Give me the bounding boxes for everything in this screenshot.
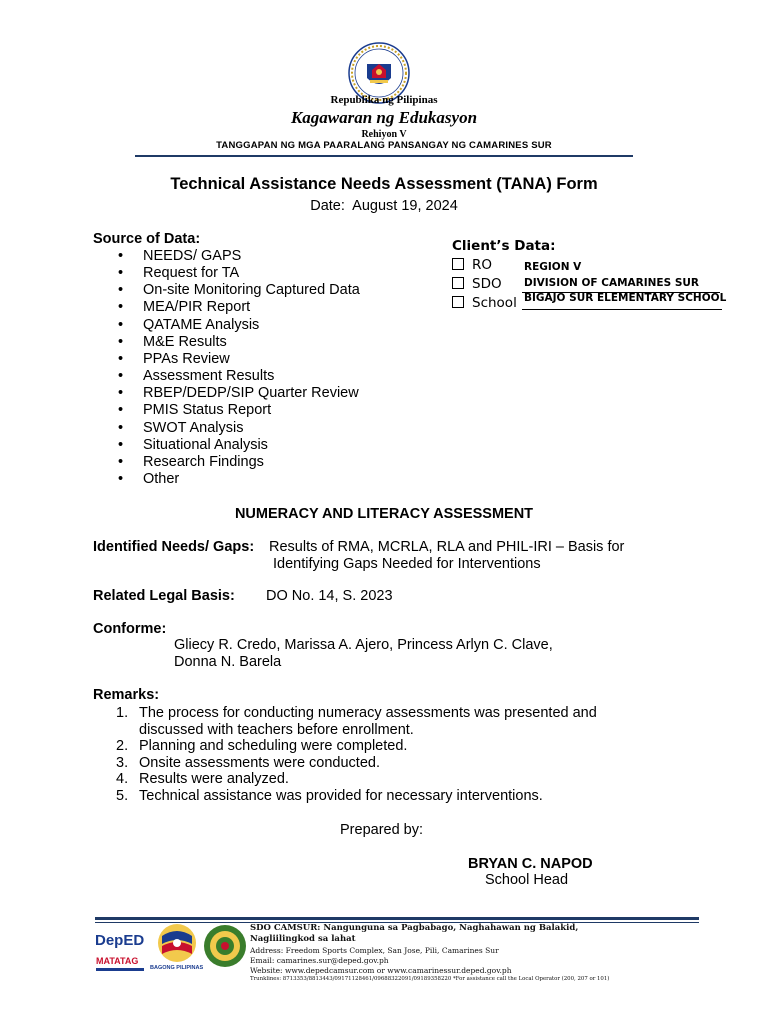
remark-text: Results were analyzed. [139,771,289,788]
list-item: • Request for TA [118,265,360,282]
footer-website: Website: www.depedcamsur.com or www.camarinessur.deped.gov.ph [250,966,512,975]
remark-text-cont: discussed with teachers before enrollment. [139,721,414,738]
footer-motto-1: SDO CAMSUR: Nangunguna sa Pagbabago, Naghahawan ng Balakid, [250,923,579,933]
bagong-pilipinas-icon [152,922,202,964]
matatag-logo: MATATAG [96,956,139,966]
list-item: • RBEP/DEDP/SIP Quarter Review [118,385,360,402]
remark-number: 5. [116,787,129,804]
school-value: BIGAJO SUR ELEMENTARY SCHOOL [524,292,727,304]
form-date [0,198,768,214]
footer-address: Address: Freedom Sports Complex, San Jose, Pili, Camarines Sur [250,946,499,955]
date-label: Date: [310,198,345,214]
school-checkbox[interactable] [452,296,464,308]
list-item: • Research Findings [118,454,360,471]
remark-text: Onsite assessments were conducted. [139,754,380,771]
prepared-by-label: Prepared by: [340,822,424,838]
header-divider [135,155,633,157]
form-title: Technical Assistance Needs Assessment (TANA) Form [170,175,598,193]
remark-text: Planning and scheduling were completed. [139,738,408,755]
list-item [112,705,672,738]
section-title: NUMERACY AND LITERACY ASSESSMENT [234,506,534,522]
signatory-position: School Head [485,872,569,888]
remarks-label: Remarks: [93,687,160,703]
list-item: • M&E Results [118,334,360,351]
list-item: • PMIS Status Report [118,402,360,419]
deped-logo: DepED [95,932,145,949]
needs-label: Identified Needs/ Gaps: [93,539,255,555]
conforme-line-2: Donna N. Barela [174,654,282,670]
matatag-stripe [96,968,144,971]
remark-text: The process for conducting numeracy assessments was presented and [139,705,597,721]
office-line: TANGGAPAN NG MGA PAARALANG PANSANGAY NG CAMARINES SUR [216,140,552,151]
conforme-label: Conforme: [93,621,167,637]
list-item [112,738,672,755]
legal-value: DO No. 14, S. 2023 [266,588,393,604]
footer-motto-2: Nagliilingkod sa lahat [250,934,356,944]
client-row-ro [452,257,492,273]
list-item: • Assessment Results [118,368,360,385]
signatory-name: BRYAN C. NAPOD [468,856,593,872]
legal-label: Related Legal Basis: [93,588,235,604]
sdo-value: DIVISION OF CAMARINES SUR [524,277,699,289]
list-item [112,771,672,788]
school-label: School [472,295,517,311]
remarks-list [112,705,672,805]
date-value: August 19, 2024 [352,198,458,214]
sdo-camsur-seal-icon [203,924,247,968]
sdo-checkbox[interactable] [452,277,464,289]
list-item: • SWOT Analysis [118,420,360,437]
source-heading: Source of Data: [93,231,201,247]
ro-label: RO [472,257,493,273]
list-item [112,755,672,772]
client-row-school [452,295,517,311]
list-item: • QATAME Analysis [118,317,360,334]
list-item [112,788,672,805]
remark-number: 2. [116,738,129,755]
republic-line: Republika ng Pilipinas [330,94,438,106]
client-heading: Client’s Data: [452,238,556,254]
footer-trunklines: Trunklines: 8713353/8813443/09171128461/09688322091/09189358220 *For assistance call the Local Operator (200, 207 or 101) [250,976,610,982]
footer-divider [95,917,699,920]
conforme-line-1: Gliecy R. Credo, Marissa A. Ajero, Princess Arlyn C. Clave, [174,637,553,653]
list-item: • NEEDS/ GAPS [118,248,360,265]
department-name: Kagawaran ng Edukasyon [290,108,478,127]
remark-number: 1. [116,705,129,721]
client-row-sdo [452,276,502,292]
footer-email: Email: camarines.sur@deped.gov.ph [250,956,389,965]
list-item: • On-site Monitoring Captured Data [118,282,360,299]
remark-text: Technical assistance was provided for necessary interventions. [139,787,543,804]
ro-value: REGION V [524,261,582,273]
list-item: • Situational Analysis [118,437,360,454]
needs-line-1: Results of RMA, MCRLA, RLA and PHIL-IRI – Basis for [269,539,625,555]
list-item: • Other [118,471,360,488]
ro-checkbox[interactable] [452,258,464,270]
source-list [118,248,360,488]
bagong-pilipinas-label: BAGONG PILIPINAS [150,965,204,971]
region-line: Rehiyon V [361,129,407,140]
needs-line-2: Identifying Gaps Needed for Interventions [273,556,541,572]
sdo-label: SDO [472,276,502,292]
school-underline [522,309,722,310]
list-item: • MEA/PIR Report [118,299,360,316]
remark-number: 3. [116,754,129,771]
list-item: • PPAs Review [118,351,360,368]
remark-number: 4. [116,771,129,788]
